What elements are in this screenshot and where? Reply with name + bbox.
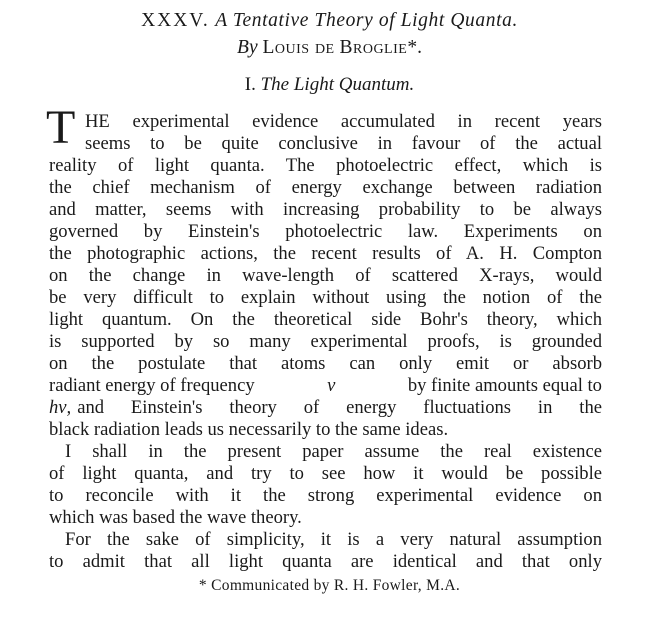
paragraph1-line-14 [49, 397, 602, 419]
paragraph2-line-4: which was based the wave theory. [49, 507, 302, 528]
paragraph1-line-4: the chief mechanism of energy exchange between radiation [49, 177, 602, 198]
paragraph1-line-15: black radiation leads us necessarily to the same ideas. [49, 419, 449, 440]
paragraph2-line-1: I shall in the present paper assume the real existence [65, 441, 602, 462]
article-number: XXXV. [141, 10, 210, 31]
section-numeral: I. [244, 74, 256, 95]
paragraph3-line-1: For the sake of simplicity, it is a very natural assumption [65, 529, 602, 550]
paragraph1-line-9: be very difficult to explain without using the notion of the [49, 287, 602, 308]
paragraph1-line-13 [49, 375, 602, 397]
footnote: * Communicated by R. H. Fowler, M.A. [198, 577, 461, 594]
drop-cap: T [46, 101, 75, 154]
article-title-text: A Tentative Theory of Light Quanta. [215, 10, 518, 31]
paragraph3-line-2: to admit that all light quanta are identical and that only [49, 551, 602, 572]
paragraph1-line-6: governed by Einstein's photoelectric law. Experiments on [49, 221, 602, 242]
paragraph1-line-8: on the change in wave-length of scattered X-rays, would [49, 265, 602, 286]
section-name: The Light Quantum. [260, 74, 415, 95]
paragraph1-line-12: on the postulate that atoms can only emit or absorb [49, 353, 602, 374]
line13-text-a: radiant energy of frequency [49, 375, 255, 396]
article-byline [0, 37, 659, 59]
line13-text-b: by finite amounts equal to [407, 375, 602, 396]
paragraph1-line-10: light quantum. On the theoretical side Bohr's theory, which [49, 309, 602, 330]
paragraph2-line-2: of light quanta, and try to see how it would be possible [49, 463, 602, 484]
paragraph1-line-3: reality of light quanta. The photoelectric effect, which is [49, 155, 602, 176]
paragraph1-line-2: seems to be quite conclusive in favour of the actual [85, 133, 602, 154]
paragraph1-line-7: the photographic actions, the recent results of A. H. Compton [49, 243, 602, 264]
paragraph1-line-5: and matter, seems with increasing probability to be always [49, 199, 602, 220]
paragraph1-line-11: is supported by so many experimental proofs, is grounded [49, 331, 602, 352]
footnote-marker: *. [407, 37, 422, 58]
nu-symbol: ν [327, 375, 336, 396]
article-title [0, 10, 659, 32]
author-last-name: Broglie [339, 37, 408, 58]
h-nu-symbol: hν, [49, 397, 72, 418]
author-first-name: Louis de [262, 37, 335, 58]
byline-by: By [237, 37, 258, 58]
paragraph2-line-3: to reconcile with it the strong experimental evidence on [49, 485, 602, 506]
line14-text: and Einstein's theory of energy fluctuations in the [77, 397, 602, 418]
section-heading [0, 74, 659, 96]
paragraph1-line-1: HE experimental evidence accumulated in recent years [85, 111, 602, 132]
